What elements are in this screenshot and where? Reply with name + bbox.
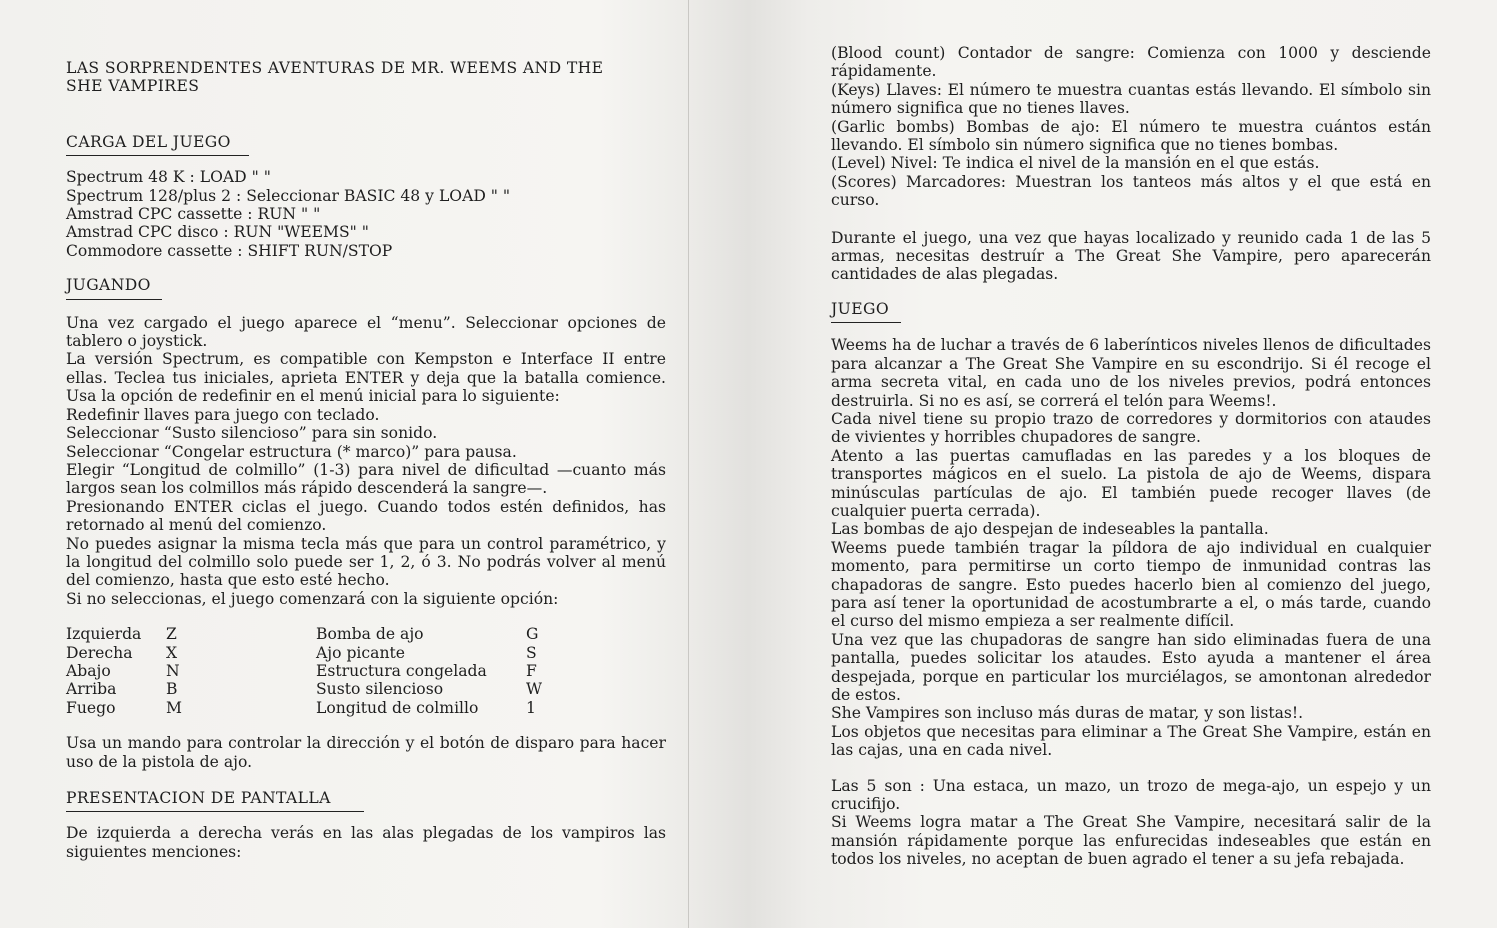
- control-action: Izquierda: [66, 625, 142, 644]
- left-page: [66, 0, 666, 861]
- during-text: Durante el juego, una vez que hayas localizado y reunido cada 1 de las 5 armas, necesitas destruír a The Great She Vampire, pero aparecerán cantidades de alas plegadas.: [831, 228, 1431, 284]
- control-action: Fuego: [66, 698, 116, 717]
- stats-text: (Blood count) Contador de sangre: Comienza con 1000 y desciende rápidamente. (Keys) Llaves: El número te muestra cuantas estás llevando. El símbolo sin número significa que no tienes llaves. (Garlic bombs) Bombas de ajo: El número te muestra cuántos están llevando. El símbolo sin número significa que no tienes bombas. (Level) Nivel: Te indica el nivel de la mansión en el que estás. (Scores) Marcadores: Muestran los tanteos más altos y el que está en curso.: [831, 44, 1431, 210]
- control-key: N: [166, 661, 180, 680]
- load-line: Spectrum 48 K : LOAD " ": [66, 168, 271, 187]
- manual-title: [66, 59, 666, 96]
- control-action: Abajo: [66, 661, 111, 680]
- joystick-text: Usa un mando para controlar la dirección y el botón de disparo para hacer uso de la pistola de ajo.: [66, 734, 666, 771]
- load-line: Commodore cassette : SHIFT RUN/STOP: [66, 241, 393, 260]
- control-key: 1: [526, 698, 536, 717]
- load-line: Amstrad CPC cassette : RUN " ": [66, 205, 321, 224]
- control-key: Z: [166, 625, 177, 644]
- control-action: Ajo picante: [316, 643, 405, 662]
- control-action: Derecha: [66, 643, 133, 662]
- title-line: SHE VAMPIRES: [66, 77, 200, 96]
- title-line: LAS SORPRENDENTES AVENTURAS DE MR. WEEMS AND THE: [66, 59, 604, 77]
- control-action: Longitud de colmillo: [316, 698, 479, 717]
- section-heading-load: CARGA DEL JUEGO: [66, 132, 231, 151]
- game-text: Weems ha de luchar a través de 6 laberínticos niveles llenos de dificultades para alcanzar a The Great She Vampire en su escondrijo. Si él recoge el arma secreta vital, en cada uno de los niveles previos, podrá entonces destruirla. Si no es así, se correrá el telón para Weems!. Cada nivel tiene su propio trazo de corredores y dormitorios con ataudes de vivientes y horribles chupadores de sangre. Atento a las puertas camufladas en las paredes y a los bloques de transportes mágicos en el suelo. La pistola de ajo de Weems, dispara minúsculas partículas de ajo. El también puede recoger llaves (de cualquier puerta cerrada). Las bombas de ajo despejan de indeseables la pantalla. Weems puede también tragar la píldora de ajo individual en cualquier momento, para permitirse un corto tiempo de inmunidad contras las chapadoras de sangre. Esto puedes hacerlo bien al comienzo del juego, para así tener la oportunidad de acostumbrarte a el, o más tarde, cuando el curso del mismo empieza a ser realmente difícil. Una vez que las chupadoras de sangre han sido eliminadas fuera de una pantalla, puedes solicitar los ataudes. Esto ayuda a mantener el área despejada, porque en particular los murciélagos, se amontonan alrededor de estos. She Vampires son incluso más duras de matar, y son listas!. Los objetos que necesitas para eliminar a The Great She Vampire, están en las cajas, una en cada nivel.: [831, 336, 1431, 760]
- control-key: G: [526, 625, 539, 644]
- page-fold: [688, 0, 689, 928]
- controls-table: [66, 625, 666, 717]
- control-key: S: [526, 643, 537, 662]
- control-action: Bomba de ajo: [316, 625, 424, 644]
- control-action: Estructura congelada: [316, 661, 487, 680]
- section-heading-game: JUEGO: [831, 299, 890, 318]
- control-key: F: [526, 661, 537, 680]
- load-commands: [66, 168, 666, 260]
- screen-text: De izquierda a derecha verás en las alas plegadas de los vampiros las siguientes menciones:: [66, 824, 666, 861]
- section-heading-play: JUGANDO: [66, 276, 151, 295]
- control-key: X: [166, 643, 178, 662]
- control-action: Arriba: [66, 680, 117, 699]
- control-action: Susto silencioso: [316, 680, 444, 699]
- control-key: M: [166, 698, 182, 717]
- control-key: B: [166, 680, 178, 699]
- control-key: W: [526, 680, 543, 699]
- five-text: Las 5 son : Una estaca, un mazo, un trozo de mega-ajo, un espejo y un crucifijo. Si Weems logra matar a The Great She Vampire, necesitará salir de la mansión rápidamente porque las enfurecidas indeseables que están en todos los niveles, no aceptan de buen agrado el tener a su jefa rebajada.: [831, 776, 1431, 869]
- load-line: Amstrad CPC disco : RUN "WEEMS" ": [66, 223, 369, 242]
- right-page: [831, 0, 1431, 869]
- section-heading-screen: PRESENTACION DE PANTALLA: [66, 789, 331, 807]
- load-line: Spectrum 128/plus 2 : Seleccionar BASIC 48 y LOAD " ": [66, 186, 511, 205]
- play-text: Una vez cargado el juego aparece el “menu”. Seleccionar opciones de tablero o joystick. La versión Spectrum, es compatible con Kempston e Interface II entre ellas. Teclea tus iniciales, aprieta ENTER y deja que la batalla comience. Usa la opción de redefinir en el menú inicial para lo siguiente: Redefinir llaves para juego con teclado. Seleccionar “Susto silencioso” para sin sonido. Seleccionar “Congelar estructura (* marco)” para pausa. Elegir “Longitud de colmillo” (1-3) para nivel de dificultad —cuanto más largos sean los colmillos más rápido descenderá la sangre—. Presionando ENTER ciclas el juego. Cuando todos estén definidos, has retornado al menú del comienzo. No puedes asignar la misma tecla más que para un control paramétrico, y la longitud del colmillo solo puede ser 1, 2, ó 3. No podrás volver al menú del comienzo, hasta que esto esté hecho. Si no seleccionas, el juego comenzará con la siguiente opción:: [66, 313, 666, 608]
